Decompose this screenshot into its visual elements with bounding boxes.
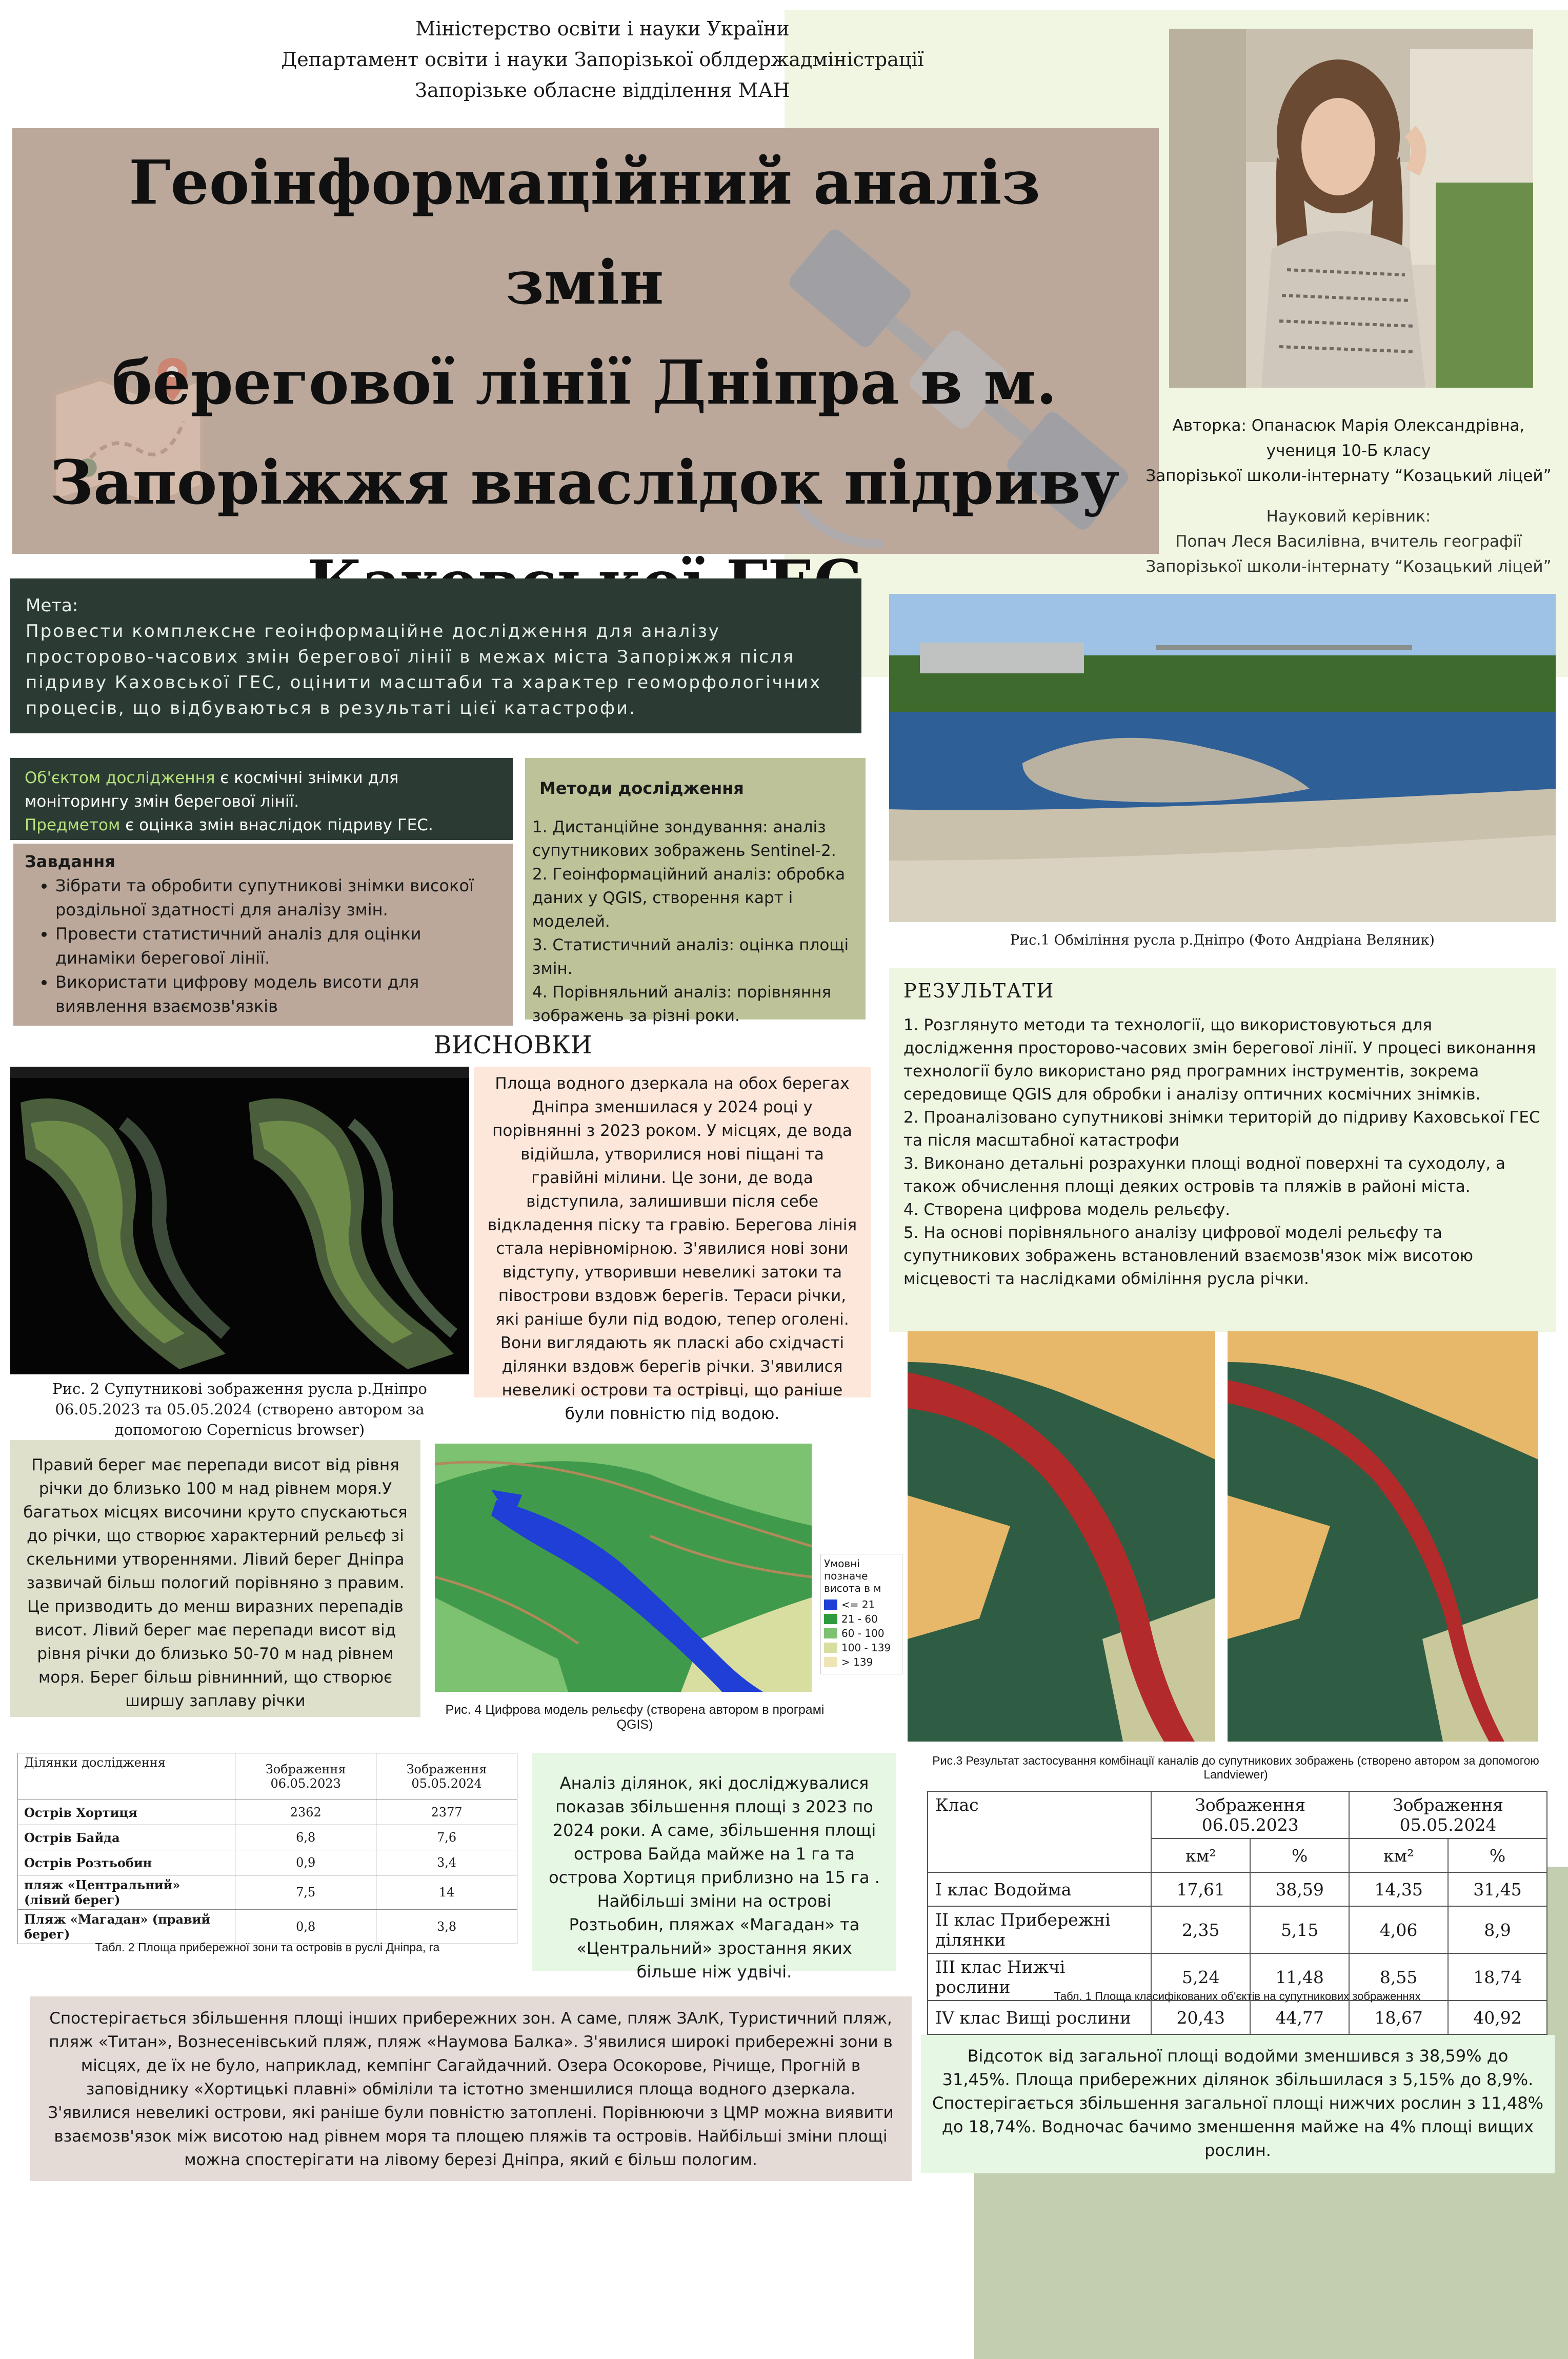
figure-caption: Рис. 2 Супутникові зображення русла р.Дніпро 06.05.2023 та 05.05.2024 (створено автором за допомогою Copernicus browser) xyxy=(52,1380,427,1438)
conclusions-heading: ВИСНОВКИ xyxy=(433,1031,592,1059)
table-cell: 18,74 xyxy=(1448,1953,1547,2001)
table-cell: 14,35 xyxy=(1349,1872,1448,1906)
poster-title xyxy=(46,132,1123,632)
legend-swatch xyxy=(824,1628,837,1638)
method-item: 4. Порівняльний аналіз: порівняння зображень за різні роки. xyxy=(532,983,832,1025)
elevation-model-map xyxy=(435,1444,812,1692)
legend-label: > 139 xyxy=(841,1656,873,1668)
results-heading: РЕЗУЛЬТАТИ xyxy=(903,979,1055,1002)
table-cell: 44,77 xyxy=(1250,2001,1349,2034)
result-item: 4. Створена цифрова модель рельєфу. xyxy=(903,1201,1231,1219)
table-row xyxy=(18,1910,517,1944)
table-row xyxy=(18,1875,517,1910)
summary-text: Відсоток від загальної площі водойми зменшився з 38,59% до 31,45%. Площа прибережних ділянок збільшилася з 5,15% до 8,9%. Спостерігається збільшення загальної площі нижчих рослин з 11,48% до 18,74%. Водночас бачимо зменшення майже на 4% площі вищих рослин. xyxy=(921,2035,1555,2173)
title-line: Геоінформаційний аналіз змін xyxy=(129,147,1040,318)
goal-text: Провести комплексне геоінформаційне дослідження для аналізу просторово-часових змін берегової лінії в межах міста Запоріжжя після підриву Каховської ГЕС, оцінити масштаби та характер геоморфологічних процесів, що відбуваються в результаті цієї катастрофи. xyxy=(26,621,822,718)
legend-label: 60 - 100 xyxy=(841,1627,884,1640)
object-subject-panel xyxy=(10,758,513,840)
tasks-panel xyxy=(13,844,513,1026)
table-header-cell: Ділянки дослідження xyxy=(18,1753,235,1800)
methods-panel xyxy=(525,758,866,1025)
supervisor-info xyxy=(1143,504,1554,579)
legend-swatch xyxy=(824,1614,837,1624)
author-photo xyxy=(1169,29,1533,388)
ministry-line: Департамент освіти і науки Запорізької облдержадміністрації xyxy=(281,48,924,71)
goal-panel xyxy=(10,578,861,733)
method-item: 3. Статистичний аналіз: оцінка площі змін. xyxy=(532,936,849,978)
table-cell: І клас Водойма xyxy=(928,1872,1151,1906)
title-line: берегової лінії Дніпра в м. xyxy=(112,347,1057,418)
table-cell: 2377 xyxy=(376,1800,517,1825)
table-cell: 0,9 xyxy=(235,1850,376,1875)
author-line: Запорізької школи-інтернату “Козацький ліцей” xyxy=(1145,467,1552,485)
table-cell: 7,5 xyxy=(235,1875,376,1910)
legend-entry xyxy=(824,1613,899,1625)
result-item: 2. Проаналізовано супутникові знімки територій до підриву Каховської ГЕС та після масштабної катастрофи xyxy=(903,1108,1540,1150)
method-item: 2. Геоінформаційний аналіз: обробка даних у QGIS, створення карт і моделей. xyxy=(532,865,846,931)
figure-caption: Рис.3 Результат застосування комбінації каналів до супутникових зображень (створено автором за допомогою Landviewer) xyxy=(932,1754,1539,1781)
table-header-cell: Зображення 06.05.2023 xyxy=(1151,1791,1349,1838)
ministry-line: Запорізьке обласне відділення МАН xyxy=(415,79,790,102)
table-cell: 3,8 xyxy=(376,1910,517,1944)
table-unit-cell: % xyxy=(1448,1838,1547,1872)
legend-entry xyxy=(824,1656,899,1668)
subject-term: Предметом xyxy=(25,816,120,834)
table-cell: ІІ клас Прибережні ділянки xyxy=(928,1906,1151,1953)
table-cell: 5,15 xyxy=(1250,1906,1349,1953)
table-cell: 17,61 xyxy=(1151,1872,1250,1906)
table-cell: ІІІ клас Нижчі рослини xyxy=(928,1953,1151,2001)
supervisor-line: Попач Леся Василівна, вчитель географії xyxy=(1175,532,1522,551)
legend-swatch xyxy=(824,1657,837,1667)
table-cell: 38,59 xyxy=(1250,1872,1349,1906)
methods-heading: Методи дослідження xyxy=(539,778,744,798)
table-cell: 2362 xyxy=(235,1800,376,1825)
table-cell: 3,4 xyxy=(376,1850,517,1875)
result-item: 1. Розглянуто методи та технології, що використовуються для дослідження просторово-часових змін берегової лінії. У процесі виконання технології було використано ряд програмних інструментів, зокрема середовище QGIS для обробки і аналізу оптичних космічних знімків. xyxy=(903,1016,1536,1104)
table-unit-cell: км² xyxy=(1349,1838,1448,1872)
goal-label: Мета: xyxy=(26,595,78,616)
ministry-line: Міністерство освіти і науки України xyxy=(415,17,790,40)
table-header-row xyxy=(928,1791,1547,1838)
task-item: • Зібрати та обробити супутникові знімки високої роздільної здатності для аналізу змін. xyxy=(55,874,501,922)
table-cell: 14 xyxy=(376,1875,517,1910)
legend-label: 100 - 139 xyxy=(841,1642,891,1654)
legend-label: <= 21 xyxy=(841,1598,875,1611)
legend-swatch xyxy=(824,1600,837,1610)
table-header-cell: Зображення 05.05.2024 xyxy=(376,1753,517,1800)
author-info xyxy=(1143,413,1554,489)
table-cell: Острів Байда xyxy=(18,1825,235,1850)
table-row xyxy=(18,1800,517,1825)
table-cell: Острів Хортиця xyxy=(18,1800,235,1825)
author-line: учениця 10-Б класу xyxy=(1266,442,1431,460)
table-row xyxy=(928,1872,1547,1906)
table-cell: 18,67 xyxy=(1349,2001,1448,2034)
table-caption: Табл. 1 Площа класифікованих об'єктів на супутникових зображеннях xyxy=(1054,1990,1421,2003)
table-cell: 20,43 xyxy=(1151,2001,1250,2034)
tasks-heading: Завдання xyxy=(25,852,115,871)
table-header-cell: Зображення 06.05.2023 xyxy=(235,1753,376,1800)
table-row xyxy=(18,1850,517,1875)
result-item: 5. На основі порівняльного аналізу цифрової моделі рельєфу та супутникових зображень встановлений взаємозв'язок між висотою місцевості та наслідками обміління русла річки. xyxy=(903,1224,1473,1288)
supervisor-line: Запорізької школи-інтернату “Козацький ліцей” xyxy=(1145,557,1552,576)
classification-maps xyxy=(908,1331,1538,1742)
table-cell: Острів Розтьобин xyxy=(18,1850,235,1875)
table-cell: 8,9 xyxy=(1448,1906,1547,1953)
results-panel xyxy=(889,968,1556,1332)
table-cell: 7,6 xyxy=(376,1825,517,1850)
table-row xyxy=(18,1825,517,1850)
relief-description: Правий берег має перепади висот від рівня річки до близько 100 м над рівнем моря.У багатьох місцях височини круто спускаються до річки, що створює характерний рельєф зі скельними утвореннями. Лівий берег Дніпра зазвичай більш пологий порівняно з правим. Це призводить до менш виразних перепадів висот. Лівий берег має перепади висот від рівня річки до близько 50-70 м над рівнем моря. Берег більш рівнинний, що створює ширшу заплаву річки xyxy=(10,1440,420,1717)
table-cell: 8,55 xyxy=(1349,1953,1448,2001)
subject-text: є оцінка змін внаслідок підриву ГЕС. xyxy=(120,816,433,834)
legend-entry xyxy=(824,1627,899,1640)
legend-entry xyxy=(824,1598,899,1611)
object-term: Об'єктом дослідження xyxy=(25,769,215,787)
table-unit-cell: % xyxy=(1250,1838,1349,1872)
elevation-legend xyxy=(820,1554,902,1674)
table-unit-cell: км² xyxy=(1151,1838,1250,1872)
author-line: Авторка: Опанасюк Марія Олександрівна, xyxy=(1172,416,1525,435)
table-cell: 40,92 xyxy=(1448,2001,1547,2034)
figure-caption: Рис.1 Обміління русла р.Дніпро (Фото Андріана Веляник) xyxy=(1010,932,1435,948)
satellite-images xyxy=(10,1067,469,1374)
observation-text: Спостерігається збільшення площі інших прибережних зон. А саме, пляж ЗАлК, Туристичний пляж, пляж «Титан», Вознесенівський пляж, пляж «Наумова Балка». З'явилися широкі прибережні зони в місцях, де їх не було, наприклад, кемпінг Сагайдачний. Озера Осокорове, Річище, Прогній в заповіднику «Хортицькі плавні» обміліли та істотно зменшилися площа водного дзеркала. З'явилися невеликі острови, які раніше були повністю затоплені. Порівнюючи з ЦМР можна виявити взаємозв'язок між висотою над рівнем моря та площею пляжів та островів. Найбільші зміни площі можна спостерігати на лівому березі Дніпра, який є більш пологим. xyxy=(30,1996,912,2181)
table-cell: 2,35 xyxy=(1151,1906,1250,1953)
table-header-cell: Клас xyxy=(928,1791,1151,1872)
river-photo xyxy=(889,594,1556,922)
table-cell: 31,45 xyxy=(1448,1872,1547,1906)
method-item: 1. Дистанційне зондування: аналіз супутникових зображень Sentinel-2. xyxy=(532,818,836,860)
table-caption: Табл. 2 Площа прибережної зони та островів в руслі Дніпра, га xyxy=(95,1941,440,1954)
legend-entry xyxy=(824,1642,899,1654)
table-cell: Пляж «Магадан» (правий берег) xyxy=(18,1910,235,1944)
figure-caption: Рис. 4 Цифрова модель рельєфу (створена автором в програмі QGIS) xyxy=(445,1703,825,1732)
table-row xyxy=(928,1906,1547,1953)
islands-area-table xyxy=(17,1753,517,1944)
legend-title: Умовні позначе висота в м xyxy=(824,1557,881,1594)
table-cell: 0,8 xyxy=(235,1910,376,1944)
object-text: є космічні знімки для моніторингу змін берегової лінії. xyxy=(25,769,399,811)
title-line: Запоріжжя внаслідок підриву xyxy=(49,447,1120,518)
task-item: • Провести статистичний аналіз для оцінки динаміки берегової лінії. xyxy=(55,922,501,970)
task-item: • Використати цифрову модель висоти для виявлення взаємозв'язків xyxy=(55,970,501,1018)
table-cell: пляж «Центральний» (лівий берег) xyxy=(18,1875,235,1910)
legend-label: 21 - 60 xyxy=(841,1613,878,1625)
table-cell: 5,24 xyxy=(1151,1953,1250,2001)
table-cell: IV клас Вищі рослини xyxy=(928,2001,1151,2034)
legend-swatch xyxy=(824,1643,837,1653)
result-item: 3. Виконано детальні розрахунки площі водної поверхні та суходолу, а також обчислення площі деяких островів та пляжів в районі міста. xyxy=(903,1154,1506,1196)
analysis-text: Аналіз ділянок, які досліджувалися показав збільшення площі з 2023 по 2024 роки. А саме, збільшення площі острова Байда майже на 1 га та острова Хортиця приблизно на 15 га . Найбільші зміни на острові Розтьобин, пляжах «Магадан» та «Центральний» зростання яких більше ніж удвічі. xyxy=(532,1753,896,1971)
table-row xyxy=(928,2001,1547,2034)
table-cell: 11,48 xyxy=(1250,1953,1349,2001)
table-cell: 4,06 xyxy=(1349,1906,1448,1953)
supervisor-line: Науковий керівник: xyxy=(1266,507,1431,526)
conclusions-text: Площа водного дзеркала на обох берегах Дніпра зменшилася у 2024 році у порівнянні з 2023 роком. У місцях, де вода відійшла, утворилися нові піщані та гравійні мілини. Це зони, де вода відступила, залишивши після себе відкладення піску та гравію. Берегова лінія стала нерівномірною. З'явилися нові зони відступу, утворивши невеликі затоки та півострови вздовж берегів. Тераси річки, які раніше були під водою, тепер оголені. Вони виглядають як пласкі або східчасті ділянки вздовж берегів річки. З'явилися невеликі острови та острівці, що раніше були повністю під водою. xyxy=(474,1067,871,1397)
ministry-header xyxy=(231,13,974,106)
table-header-row xyxy=(18,1753,517,1800)
table-header-cell: Зображення 05.05.2024 xyxy=(1349,1791,1547,1838)
table-cell: 6,8 xyxy=(235,1825,376,1850)
